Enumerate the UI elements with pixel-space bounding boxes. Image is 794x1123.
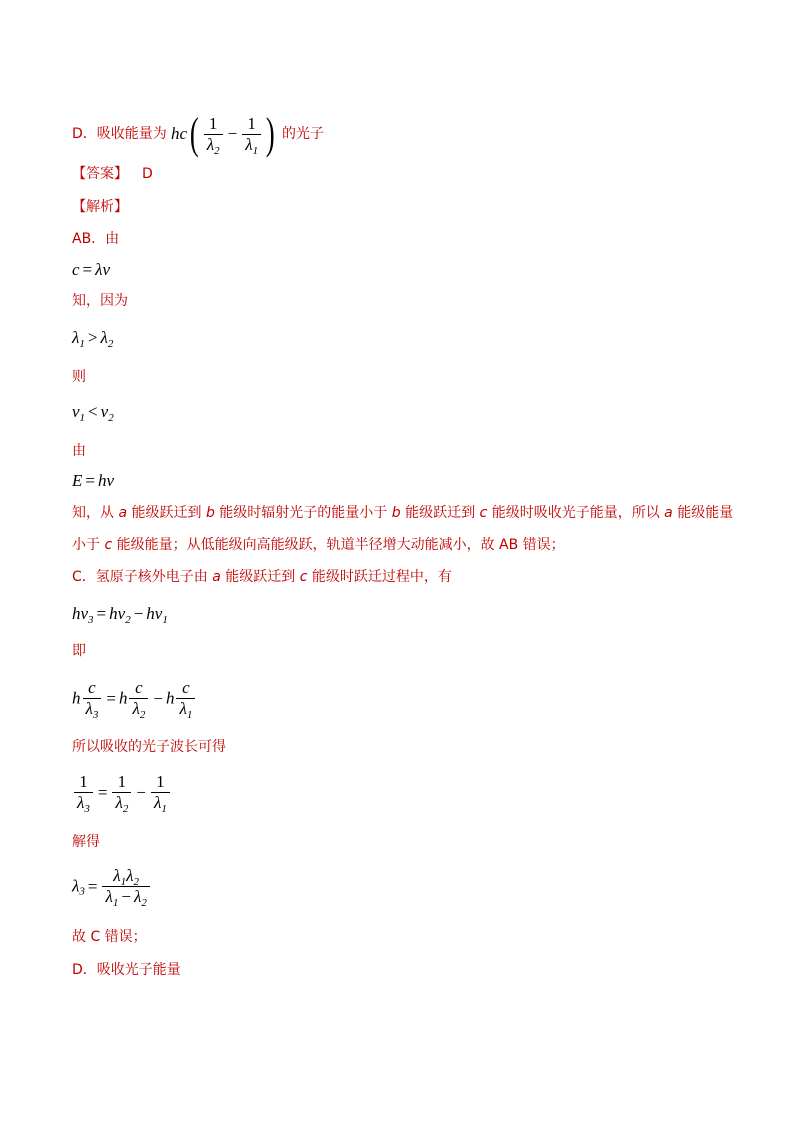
fraction-one-over-lambda1 — [151, 772, 170, 813]
lambda-symbol: λ — [245, 134, 253, 154]
h-symbol: h — [118, 688, 128, 708]
equals-sign: = — [106, 688, 116, 708]
level-a: a — [212, 569, 221, 585]
subscript: 1 — [79, 338, 85, 350]
because-text: 知，因为 — [72, 293, 128, 309]
h-symbol: h — [109, 604, 118, 623]
ie-text: 即 — [72, 643, 86, 659]
level-c: c — [104, 537, 113, 553]
nu-symbol: v — [154, 604, 163, 623]
nu-symbol: v — [100, 402, 109, 421]
fraction-c-over-lambda1 — [176, 678, 195, 719]
fraction-numerator: 1 — [156, 772, 165, 791]
equation-lambda3-result — [72, 866, 152, 907]
subscript: 1 — [112, 897, 119, 909]
equation-c-lambda-v — [72, 260, 110, 280]
fraction-one-over-lambda3 — [74, 772, 93, 813]
paragraph-ab-line1 — [72, 503, 733, 523]
lambda-symbol: λ — [133, 887, 142, 906]
analysis-label: 【解析】 — [72, 199, 128, 215]
lambda-symbol: λ — [126, 866, 134, 885]
nu-symbol: v — [80, 604, 89, 623]
lambda-symbol: λ — [179, 699, 187, 718]
from-text: 由 — [72, 443, 86, 459]
minus-sign: − — [153, 688, 163, 708]
fraction-numerator: 1 — [79, 772, 88, 791]
fraction-c-over-lambda3 — [83, 678, 102, 719]
subscript: 1 — [120, 876, 127, 888]
subscript: 2 — [122, 803, 129, 815]
equation-hv3 — [72, 604, 168, 624]
left-paren: ( — [190, 109, 199, 158]
fraction-lambda-product-over-difference — [102, 866, 149, 907]
nu-symbol: v — [72, 402, 80, 421]
option-d-absorb-text: D．吸收光子能量 — [72, 962, 181, 978]
text-segment: 能级时跃迁过程中，有 — [307, 569, 452, 585]
lambda-symbol: λ — [105, 887, 113, 906]
fraction-denominator — [176, 698, 195, 719]
minus-sign: − — [136, 782, 146, 802]
level-b: b — [391, 505, 401, 521]
subscript: 2 — [214, 144, 220, 157]
subscript: 1 — [162, 614, 168, 626]
minus-sign: − — [133, 604, 144, 623]
lambda-symbol: λ — [132, 699, 140, 718]
subscript: 3 — [92, 709, 99, 721]
subscript: 1 — [161, 803, 167, 815]
eq2-equals: = — [85, 471, 95, 490]
option-d-line — [72, 109, 324, 158]
subscript: 2 — [125, 614, 131, 626]
level-c: c — [299, 569, 308, 585]
answer-line — [72, 164, 153, 184]
answer-label: 【答案】 — [72, 166, 128, 182]
equation-reciprocal-lambda — [72, 772, 172, 813]
minus-sign: − — [121, 887, 131, 906]
option-d-prefix: D．吸收能量为 — [72, 125, 167, 142]
subscript: 1 — [186, 709, 193, 721]
minus-sign: − — [227, 124, 238, 143]
subscript: 3 — [88, 614, 94, 626]
text-segment: 知，从 — [72, 505, 119, 521]
fraction-denominator — [204, 134, 223, 155]
equals-sign: = — [97, 782, 108, 802]
fraction-c-over-lambda2 — [129, 678, 148, 719]
subscript: 2 — [108, 412, 114, 424]
paragraph-c — [72, 567, 452, 587]
lambda-symbol: λ — [113, 866, 121, 885]
fraction-denominator — [151, 792, 170, 813]
option-d-suffix: 的光子 — [281, 125, 324, 142]
h-symbol: h — [72, 688, 81, 708]
then-text: 则 — [72, 369, 86, 385]
lambda-symbol: λ — [72, 328, 80, 347]
option-d-formula — [167, 109, 282, 158]
subscript: 1 — [79, 412, 86, 424]
nu-symbol: v — [117, 604, 126, 623]
inequality-lambda — [72, 328, 113, 348]
fraction-denominator — [83, 698, 102, 719]
fraction-one-over-lambda1 — [242, 114, 261, 155]
text-segment: 能级能量；从低能级向高能级跃，轨道半径增大动能减小，故 AB 错误； — [112, 537, 565, 553]
level-b: b — [205, 505, 215, 521]
eq1-equals: = — [82, 260, 93, 279]
subscript: 2 — [107, 338, 114, 350]
h-symbol: h — [72, 604, 81, 623]
text-segment: 能级跃迁到 — [127, 505, 206, 521]
level-a: a — [118, 505, 128, 521]
fraction-numerator: 1 — [208, 113, 218, 133]
lambda-symbol: λ — [115, 793, 123, 812]
equals-sign: = — [87, 876, 98, 896]
text-segment: 能级跃迁到 — [220, 569, 300, 585]
eq1-rhs: λv — [95, 260, 111, 279]
paragraph-ab-line2 — [72, 535, 565, 555]
lambda-symbol: λ — [85, 699, 93, 718]
fraction-numerator — [110, 866, 142, 886]
fraction-numerator: 1 — [247, 113, 256, 133]
c-wrong-text: 故 C 错误； — [72, 929, 147, 945]
less-than-sign: < — [88, 402, 98, 421]
lambda-symbol: λ — [206, 134, 215, 154]
fraction-numerator: 1 — [117, 772, 127, 791]
lambda-symbol: λ — [100, 328, 108, 347]
lambda-symbol: λ — [153, 793, 162, 812]
fraction-denominator — [102, 886, 149, 907]
equation-e-hv — [72, 471, 114, 491]
text-segment: 小于 — [72, 537, 105, 553]
subscript: 2 — [133, 876, 140, 888]
fraction-numerator: c — [182, 678, 190, 697]
subscript: 1 — [252, 144, 259, 157]
solve-text: 解得 — [72, 834, 100, 850]
text-segment: 能级能量 — [672, 505, 734, 521]
h-symbol: h — [146, 604, 155, 623]
lambda-symbol: λ — [77, 793, 85, 812]
subscript: 2 — [139, 709, 146, 721]
eq1-lhs: c — [72, 260, 80, 279]
lambda-symbol: λ — [72, 876, 80, 896]
fraction-one-over-lambda2 — [112, 772, 131, 813]
fraction-one-over-lambda2 — [204, 114, 223, 155]
right-paren: ) — [266, 109, 275, 158]
wavelength-text: 所以吸收的光子波长可得 — [72, 739, 226, 755]
fraction-denominator — [129, 698, 148, 719]
ab-intro: AB．由 — [72, 231, 120, 247]
text-segment: 能级时辐射光子的能量小于 — [214, 505, 392, 521]
eq2-lhs: E — [72, 471, 83, 490]
text-segment: 能级时吸收光子能量，所以 — [487, 505, 665, 521]
greater-than-sign: > — [87, 328, 98, 347]
equals-sign: = — [96, 604, 107, 623]
answer-value: D — [142, 166, 153, 182]
subscript: 3 — [84, 803, 90, 815]
hc-symbol: hc — [171, 124, 188, 143]
level-a: a — [664, 505, 673, 521]
fraction-numerator: c — [88, 678, 96, 697]
level-c: c — [479, 505, 488, 521]
equation-hc-over-lambda — [72, 678, 197, 719]
text-segment: C．氢原子核外电子由 — [72, 569, 213, 585]
fraction-denominator — [112, 792, 131, 813]
fraction-denominator — [242, 134, 261, 155]
inequality-v — [72, 402, 114, 422]
fraction-numerator: c — [135, 678, 143, 697]
subscript: 3 — [79, 885, 85, 898]
h-symbol: h — [165, 688, 175, 708]
fraction-denominator — [74, 792, 93, 813]
subscript: 2 — [141, 897, 147, 909]
eq2-rhs: hv — [97, 471, 115, 490]
text-segment: 能级跃迁到 — [400, 505, 480, 521]
